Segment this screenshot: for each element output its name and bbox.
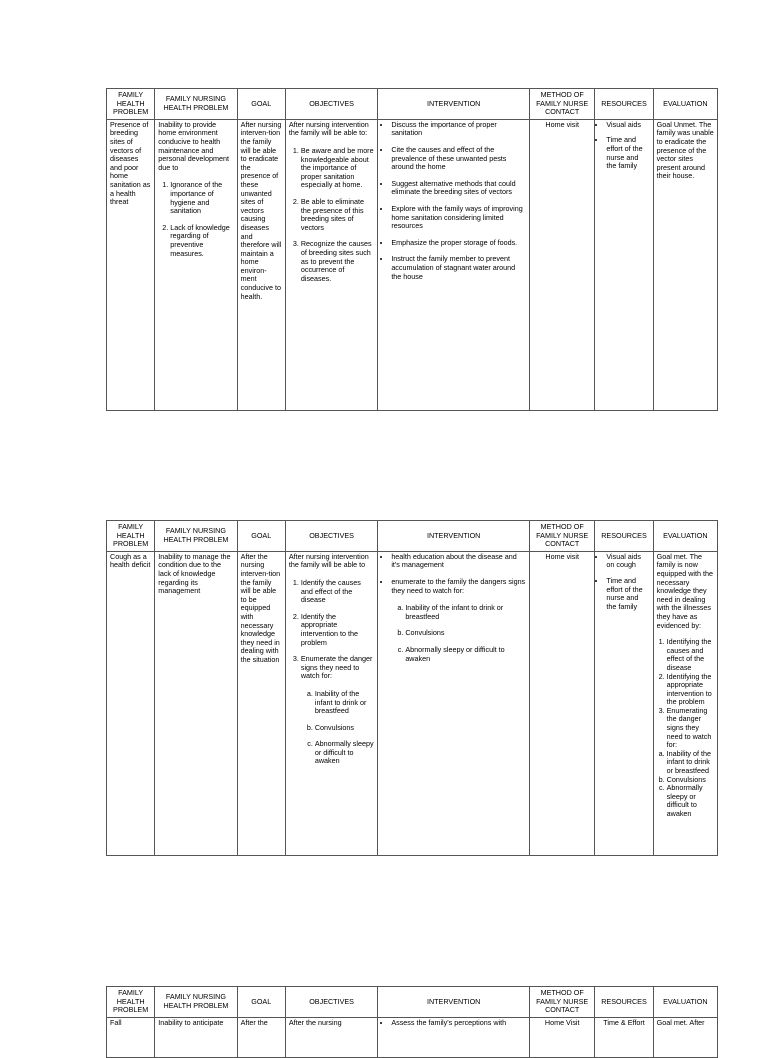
care-plan-table-3: [106, 986, 718, 1058]
goal-cell: After the: [237, 1017, 285, 1057]
header-family-health-problem: FAMILY HEALTH PROBLEM: [107, 521, 155, 552]
header-objectives: OBJECTIVES: [285, 521, 377, 552]
table-header-row: [107, 89, 718, 120]
intervention-cell: [378, 551, 530, 855]
header-family-nursing-health-problem: FAMILY NURSING HEALTH PROBLEM: [155, 89, 237, 120]
care-plan-table-1: [106, 88, 718, 411]
fnhp-intro: Inability to provide home environment conducive to health maintenance and personal development due to: [158, 119, 229, 172]
care-plan-table-2: [106, 520, 718, 856]
family-health-problem-cell: Cough as a health deficit: [107, 551, 155, 855]
header-resources: RESOURCES: [595, 521, 653, 552]
header-intervention: INTERVENTION: [378, 89, 530, 120]
header-family-health-problem: FAMILY HEALTH PROBLEM: [107, 89, 155, 120]
list-item: a. Inability of the infant to drink or breastfeed: [315, 690, 374, 716]
table-header-row: [107, 521, 718, 552]
objectives-intro: After nursing intervention the family will be able to: [288, 551, 369, 570]
header-family-nursing-health-problem: FAMILY NURSING HEALTH PROBLEM: [155, 521, 237, 552]
table-header-row: [107, 987, 718, 1018]
danger-signs-list: [391, 604, 526, 663]
list-item: 1. Identify the causes and effect of the disease: [301, 579, 374, 605]
table-row: [107, 1017, 718, 1057]
list-item: • Cite the causes and effect of the prevalence of these unwanted pests around the home: [391, 146, 526, 172]
intervention-list: [381, 553, 526, 663]
list-item: • health education about the disease and it's management: [391, 553, 526, 570]
header-resources: RESOURCES: [595, 987, 653, 1018]
intervention-cell: [378, 119, 530, 410]
objectives-cell: [285, 119, 377, 410]
list-item: b. Convulsions: [667, 776, 714, 785]
list-item: 1. Ignorance of the importance of hygiene and sanitation: [170, 181, 233, 215]
fnhp-list: [158, 181, 233, 258]
list-item: b. Convulsions: [315, 724, 374, 733]
list-item: c. Abnormally sleepy or difficult to awaken: [405, 646, 526, 663]
header-objectives: OBJECTIVES: [285, 987, 377, 1018]
intervention-list: [381, 121, 526, 281]
list-item: c. Abnormally sleepy or difficult to awaken: [315, 740, 374, 766]
goal-cell: After nursing interven-tion the family will be able to eradicate the presence of these unwanted sites of vectors causing diseases and therefore will maintain a home environ-ment conducive to health.: [237, 119, 285, 410]
list-item: • Explore with the family ways of improving home sanitation considering limited resources: [391, 205, 526, 231]
family-health-problem-cell: Presence of breeding sites of vectors of diseases and poor home sanitation as a health threat: [107, 119, 155, 410]
list-item: [391, 578, 526, 663]
objectives-list: [289, 579, 374, 766]
header-goal: GOAL: [237, 521, 285, 552]
evaluation-cell: [653, 551, 717, 855]
header-resources: RESOURCES: [595, 89, 653, 120]
method-cell: Home Visit: [530, 1017, 595, 1057]
table-row: [107, 119, 718, 410]
header-intervention: INTERVENTION: [378, 521, 530, 552]
header-evaluation: EVALUATION: [653, 89, 717, 120]
list-item: 2. Identifying the appropriate intervention to the problem: [667, 673, 714, 707]
family-nursing-health-problem-cell: [155, 119, 237, 410]
header-evaluation: EVALUATION: [653, 987, 717, 1018]
header-family-nursing-health-problem: FAMILY NURSING HEALTH PROBLEM: [155, 987, 237, 1018]
header-objectives: OBJECTIVES: [285, 89, 377, 120]
method-cell: Home visit: [530, 119, 595, 410]
list-item: 2. Lack of knowledge regarding of preventive measures.: [170, 224, 233, 258]
header-intervention: INTERVENTION: [378, 987, 530, 1018]
header-method-of-contact: METHOD OF FAMILY NURSE CONTACT: [530, 89, 595, 120]
list-item: • Instruct the family member to prevent accumulation of stagnant water around the house: [391, 255, 526, 281]
list-item: 1. Be aware and be more knowledgeable about the importance of proper sanitation especially at home.: [301, 147, 374, 190]
resources-cell: Time & Effort: [595, 1017, 653, 1057]
header-goal: GOAL: [237, 987, 285, 1018]
list-item: a. Inability of the infant to drink or breastfeed: [405, 604, 526, 621]
list-item: • Emphasize the proper storage of foods.: [391, 239, 526, 248]
family-health-problem-cell: Fall: [107, 1017, 155, 1057]
header-family-health-problem: FAMILY HEALTH PROBLEM: [107, 987, 155, 1018]
list-item: 2. Be able to eliminate the presence of this breeding sites of vectors: [301, 198, 374, 232]
list-item: • Suggest alternative methods that could eliminate the breeding sites of vectors: [391, 180, 526, 197]
header-evaluation: EVALUATION: [653, 521, 717, 552]
list-item: 3. Recognize the causes of breeding sites such as to prevent the occurrence of diseases.: [301, 240, 374, 283]
header-method-of-contact: METHOD OF FAMILY NURSE CONTACT: [530, 521, 595, 552]
table-row: [107, 551, 718, 855]
list-item-text: enumerate to the family the dangers signs they need to watch for:: [391, 576, 526, 595]
list-item: • Assess the family's perceptions with: [391, 1019, 526, 1028]
list-item: • Time and effort of the nurse and the family: [606, 136, 649, 170]
list-item: • Discuss the importance of proper sanitation: [391, 121, 526, 138]
list-item-text: Enumerate the danger signs they need to watch for:: [300, 654, 373, 681]
resources-cell: [595, 551, 653, 855]
list-item: 3. Enumerating the danger signs they need to watch for:: [667, 707, 714, 750]
intervention-list: [381, 1019, 526, 1028]
list-item: 1. Identifying the causes and effect of the disease: [667, 638, 714, 672]
evaluation-intro: Goal met. The family is now equipped with the necessary knowledge they need in dealing with the illnesses they have as evidenced by:: [656, 551, 713, 630]
list-item: 2. Identify the appropriate intervention to the problem: [301, 613, 374, 647]
family-nursing-health-problem-cell: Inability to manage the condition due to the lack of knowledge regarding its management: [155, 551, 237, 855]
intervention-cell: [378, 1017, 530, 1057]
resources-list: [598, 553, 649, 612]
header-goal: GOAL: [237, 89, 285, 120]
goal-cell: After the nursing interven-tion the family will be able to be equipped with necessary knowledge they need in dealing with the situation: [237, 551, 285, 855]
list-item: b. Convulsions: [405, 629, 526, 638]
list-item: c. Abnormally sleepy or difficult to awaken: [667, 784, 714, 818]
objectives-intro: After nursing intervention the family will be able to:: [288, 119, 369, 138]
resources-list: [598, 121, 649, 171]
objectives-list: [289, 147, 374, 283]
danger-signs-list: [301, 690, 374, 766]
objectives-cell: After the nursing: [285, 1017, 377, 1057]
list-item: [301, 655, 374, 766]
evaluation-danger-signs-list: [657, 750, 714, 819]
objectives-cell: [285, 551, 377, 855]
list-item: • Visual aids on cough: [606, 553, 649, 570]
evaluation-cell: Goal Unmet. The family was unable to eradicate the presence of the vector sites present around their house.: [653, 119, 717, 410]
family-nursing-health-problem-cell: Inability to anticipate: [155, 1017, 237, 1057]
evaluation-cell: Goal met. After: [653, 1017, 717, 1057]
evaluation-list: [657, 638, 714, 750]
list-item: a. Inability of the infant to drink or breastfeed: [667, 750, 714, 776]
list-item: • Time and effort of the nurse and the family: [606, 577, 649, 611]
method-cell: Home visit: [530, 551, 595, 855]
list-item: • Visual aids: [606, 121, 649, 130]
header-method-of-contact: METHOD OF FAMILY NURSE CONTACT: [530, 987, 595, 1018]
resources-cell: [595, 119, 653, 410]
